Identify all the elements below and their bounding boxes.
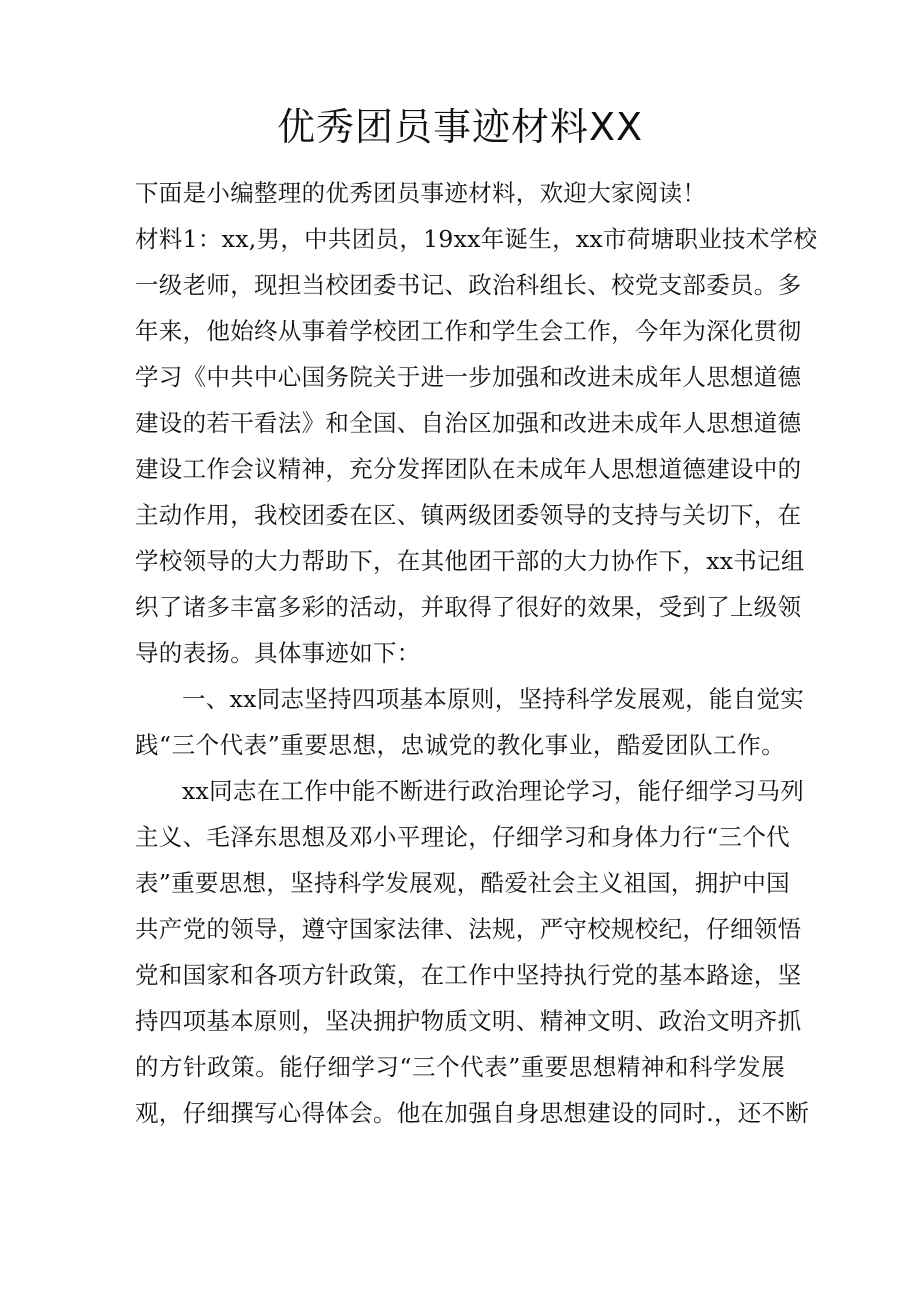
body-line: 建设工作会议精神，充分发挥团队在未成年人思想道德建设中的 xyxy=(135,455,802,483)
body-line: 党和国家和各项方针政策，在工作中坚持执行党的基本路途，坚 xyxy=(135,961,802,989)
body-line: 主义、毛泽东思想及邓小平理论，仔细学习和身体力行“三个代 xyxy=(135,823,790,851)
body-line: 材料1：xx,男，中共团员，19xx年诞生，xx市荷塘职业技术学校 xyxy=(135,225,818,253)
body-line: 一、xx同志坚持四项基本原则，坚持科学发展观，能自觉实 xyxy=(182,685,805,713)
document-title: 优秀团员事迹材料XX xyxy=(276,105,644,149)
body-line: 表”重要思想，坚持科学发展观，酷爱社会主义祖国，拥护中国 xyxy=(135,869,790,897)
body-line: 一级老师，现担当校团委书记、政治科组长、校党支部委员。多 xyxy=(135,271,802,299)
body-line: 织了诸多丰富多彩的活动，并取得了很好的效果，受到了上级领 xyxy=(135,593,802,621)
body-line: 践“三个代表”重要思想，忠诚党的教化事业，酷爱团队工作。 xyxy=(135,731,785,759)
body-line: 学习《中共中心国务院关于进一步加强和改进未成年人思想道德 xyxy=(135,363,802,391)
body-line: 共产党的领导，遵守国家法律、法规，严守校规校纪，仔细领悟 xyxy=(135,915,802,943)
body-line: 观，仔细撰写心得体会。他在加强自身思想建设的同时.，还不断 xyxy=(135,1099,810,1127)
body-line: 主动作用，我校团委在区、镇两级团委领导的支持与关切下，在 xyxy=(135,501,802,529)
body-line: xx同志在工作中能不断进行政治理论学习，能仔细学习马列 xyxy=(182,777,805,805)
body-line: 建设的若干看法》和全国、自治区加强和改进未成年人思想道德 xyxy=(135,409,802,437)
body-line: 年来，他始终从事着学校团工作和学生会工作，今年为深化贯彻 xyxy=(135,317,802,345)
body-line: 导的表扬。具体事迹如下： xyxy=(135,639,421,667)
body-line: 学校领导的大力帮助下，在其他团干部的大力协作下，xx书记组 xyxy=(135,547,805,575)
body-line: 持四项基本原则，坚决拥护物质文明、精神文明、政治文明齐抓 xyxy=(135,1007,802,1035)
intro-line: 下面是小编整理的优秀团员事迹材料，欢迎大家阅读！ xyxy=(135,179,707,207)
body-line: 的方针政策。能仔细学习“三个代表”重要思想精神和科学发展 xyxy=(135,1053,785,1081)
